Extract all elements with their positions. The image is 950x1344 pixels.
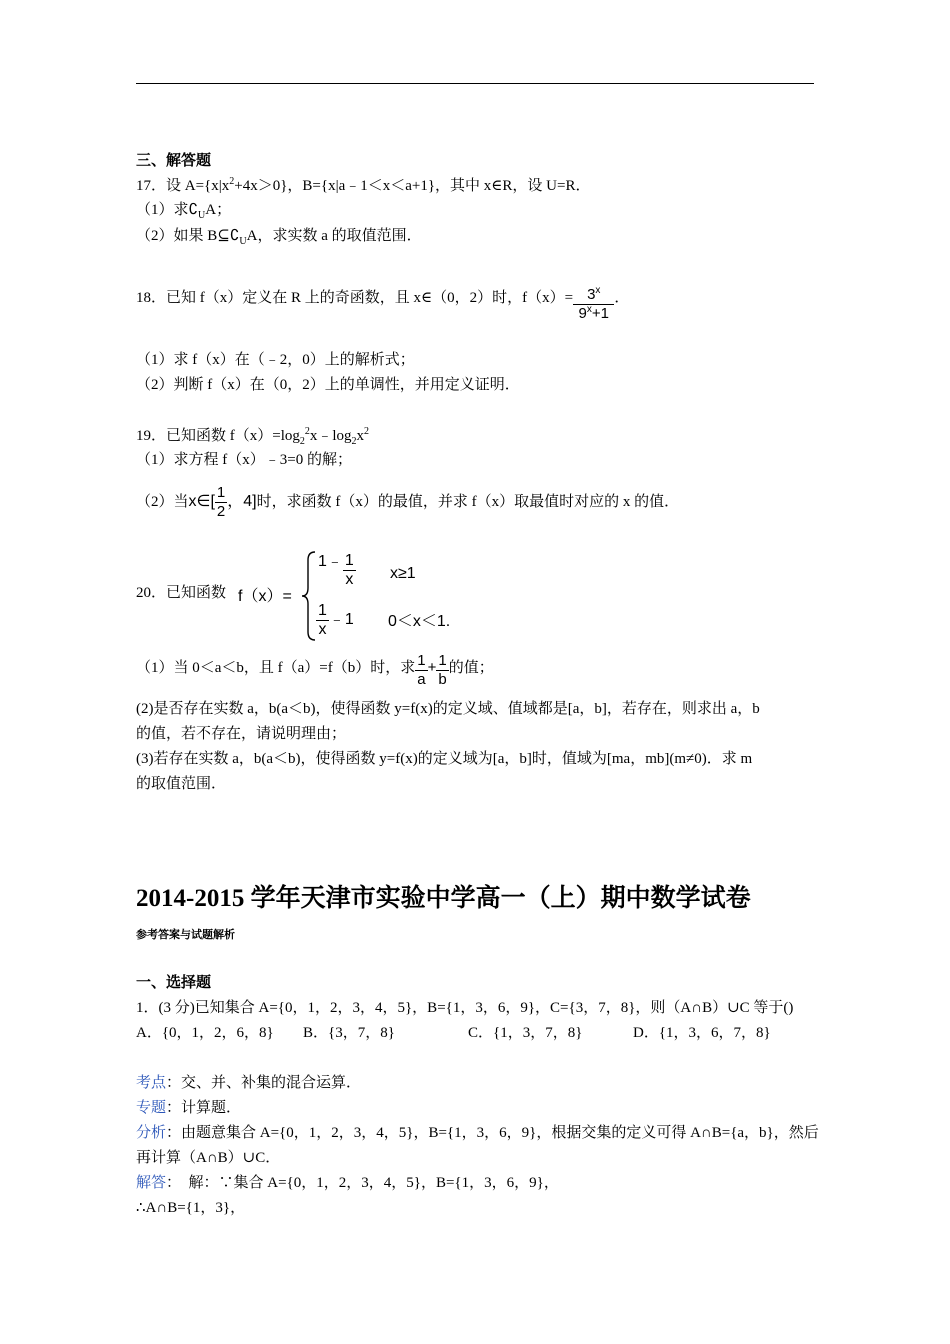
q20-stem: 20．已知函数 bbox=[136, 585, 227, 601]
q20-part3-line2: 的取值范围． bbox=[136, 776, 227, 792]
q20-case1-condition: x≥1 bbox=[390, 565, 416, 582]
answer-q1-choice-a: A．{0，1，2，6，8} bbox=[136, 1025, 274, 1041]
section-heading: 三、解答题 bbox=[136, 153, 212, 169]
answer-q1-choice-d: D．{1，3，6，7，8} bbox=[633, 1025, 771, 1041]
answer-q1-choice-c: C．{1，3，7，8} bbox=[468, 1025, 583, 1041]
answer-q1-choice-b: B．{3，7，8} bbox=[303, 1025, 395, 1041]
q19-part1: （1）求方程 f（x）﹣3=0 的解； bbox=[136, 452, 352, 468]
answers-subtitle: 参考答案与试题解析 bbox=[136, 929, 235, 941]
q18-fraction: $\frac{3^x}{9^x+1}$ bbox=[573, 286, 614, 323]
q17-part1: （1）求$∁_UA$； bbox=[136, 202, 232, 221]
q19-half-fraction: $\frac{1}{2}$ bbox=[216, 484, 226, 520]
answer-q1-stem: 1．(3 分)已知集合 A={0，1，2，3，4，5}，B={1，3，6，9}，C={3，7，8}，则（A∩B）∪C 等于() bbox=[136, 1000, 794, 1016]
answer-jieda: 解答： 解：∵集合 A={0，1，2，3，4，5}，B={1，3，6，9}， bbox=[136, 1175, 559, 1191]
q20-case2-condition: 0＜x＜1. bbox=[388, 613, 451, 630]
q17-part2: （2）如果 $B⊆∁_UA$，求实数 a 的取值范围． bbox=[136, 228, 422, 247]
q19-stem: 19．已知函数 $f(x)=\log_2^2x﹣\log_2x^2$ bbox=[136, 426, 370, 447]
q20-part1: （1）当 0＜a＜b，且 f（a）=f（b）时，求 $\frac{1}{a}$ + $\frac{1}{b}$ 的值； bbox=[136, 652, 494, 688]
answers-title: 2014-2015 学年天津市实验中学高一（上）期中数学试卷 bbox=[136, 885, 751, 912]
q17-stem: 17．设 $A=\{x|x^2+4x>0\}$，B={x|a﹣1＜x＜a+1}，其中 x∈R，设 U=R． bbox=[136, 176, 591, 194]
q20-case1: 1﹣ $\frac{1}{x}$ bbox=[318, 552, 354, 588]
answer-jieda-line2: ∴A∩B={1，3}， bbox=[136, 1200, 246, 1216]
answers-section-heading: 一、选择题 bbox=[136, 975, 212, 991]
answer-kaodian: 考点：交、并、补集的混合运算． bbox=[136, 1075, 362, 1091]
q18-stem: 18．已知 f（x）定义在 R 上的奇函数，且 x∈（0，2）时，f（x）= $\frac{3^x}{9^x+1}$ ． bbox=[136, 285, 630, 322]
answer-zhuanti: 专题：计算题． bbox=[136, 1100, 242, 1116]
answer-fenxi: 分析：由题意集合 A={0，1，2，3，4，5}，B={1，3，6，9}，根据交集的定义可得 A∩B={a，b}，然后 bbox=[136, 1125, 819, 1141]
q18-part2: （2）判断 f（x）在（0，2）上的单调性，并用定义证明． bbox=[136, 377, 520, 393]
q20-part2-line2: 的值，若不存在，请说明理由； bbox=[136, 726, 347, 742]
q20-part2-line1: (2)是否存在实数 a，b(a＜b)，使得函数 y=f(x)的定义域、值域都是[a，b]，若存在，则求出 a，b bbox=[136, 701, 760, 717]
q20-part3-line1: (3)若存在实数 a，b(a＜b)，使得函数 y=f(x)的定义域为[a，b]时，值域为[ma，mb](m≠0)．求 m bbox=[136, 751, 753, 767]
header-rule bbox=[136, 83, 814, 84]
answer-fenxi-line2: 再计算（A∩B）∪C． bbox=[136, 1150, 281, 1166]
q20-fx: f（x）= bbox=[238, 588, 292, 605]
q18-part1: （1）求 f（x）在（﹣2，0）上的解析式； bbox=[136, 352, 415, 368]
q20-case2: $\frac{1}{x}$ ﹣1 bbox=[318, 602, 354, 638]
q19-part2: （2）当x∈[ $\frac{1}{2}$ ，4]时，求函数 f（x）的最值，并求 f（x）取最值时对应的 x 的值． bbox=[136, 484, 680, 520]
